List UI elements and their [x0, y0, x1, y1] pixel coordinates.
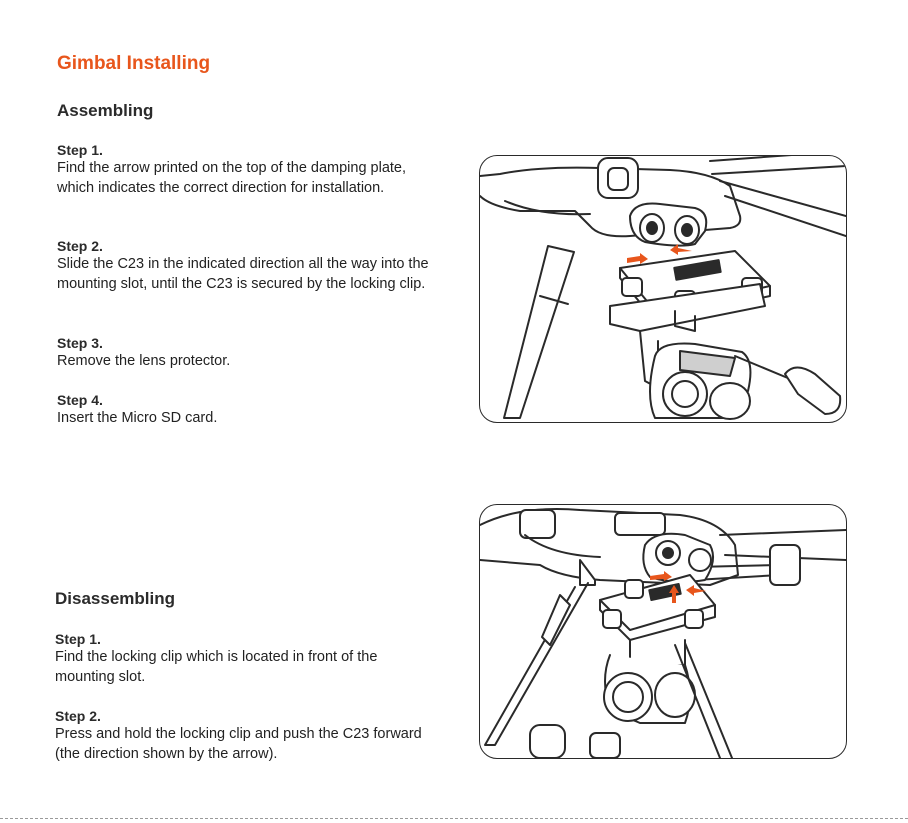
page-title: Gimbal Installing: [57, 53, 211, 74]
step-text: Press and hold the locking clip and push the C23 forward (the direction shown by the arrow).: [55, 726, 422, 762]
step-text: Remove the lens protector.: [57, 353, 231, 369]
step-label: Step 3.: [57, 335, 103, 351]
step-label: Step 1.: [57, 142, 103, 158]
step-label: Step 1.: [55, 631, 101, 647]
assembling-step-2: [57, 237, 442, 294]
assembling-step-1: [57, 141, 442, 198]
disassembling-step-1: [55, 630, 440, 687]
step-text: Slide the C23 in the indicated direction all the way into the mounting slot, until the C23 is secured by the locking clip.: [57, 256, 429, 292]
step-text: Find the locking clip which is located in front of the mounting slot.: [55, 649, 378, 685]
step-label: Step 4.: [57, 392, 103, 408]
disassembling-step-2: [55, 707, 440, 764]
step-label: Step 2.: [57, 238, 103, 254]
disassembly-illustration: [479, 504, 847, 759]
assembling-heading: Assembling: [57, 101, 154, 120]
step-text: Find the arrow printed on the top of the damping plate, which indicates the correct direction for installation.: [57, 160, 407, 196]
step-label: Step 2.: [55, 708, 101, 724]
assembling-step-3: [57, 334, 442, 372]
page-bottom-border: [0, 818, 908, 819]
step-text: Insert the Micro SD card.: [57, 410, 218, 426]
assembly-illustration: [479, 155, 847, 423]
disassembling-heading: Disassembling: [55, 589, 175, 608]
drone-gimbal-disassembly-illustration-icon: [480, 505, 846, 758]
drone-gimbal-assembly-illustration-icon: [480, 156, 846, 422]
assembling-step-4: [57, 391, 442, 429]
